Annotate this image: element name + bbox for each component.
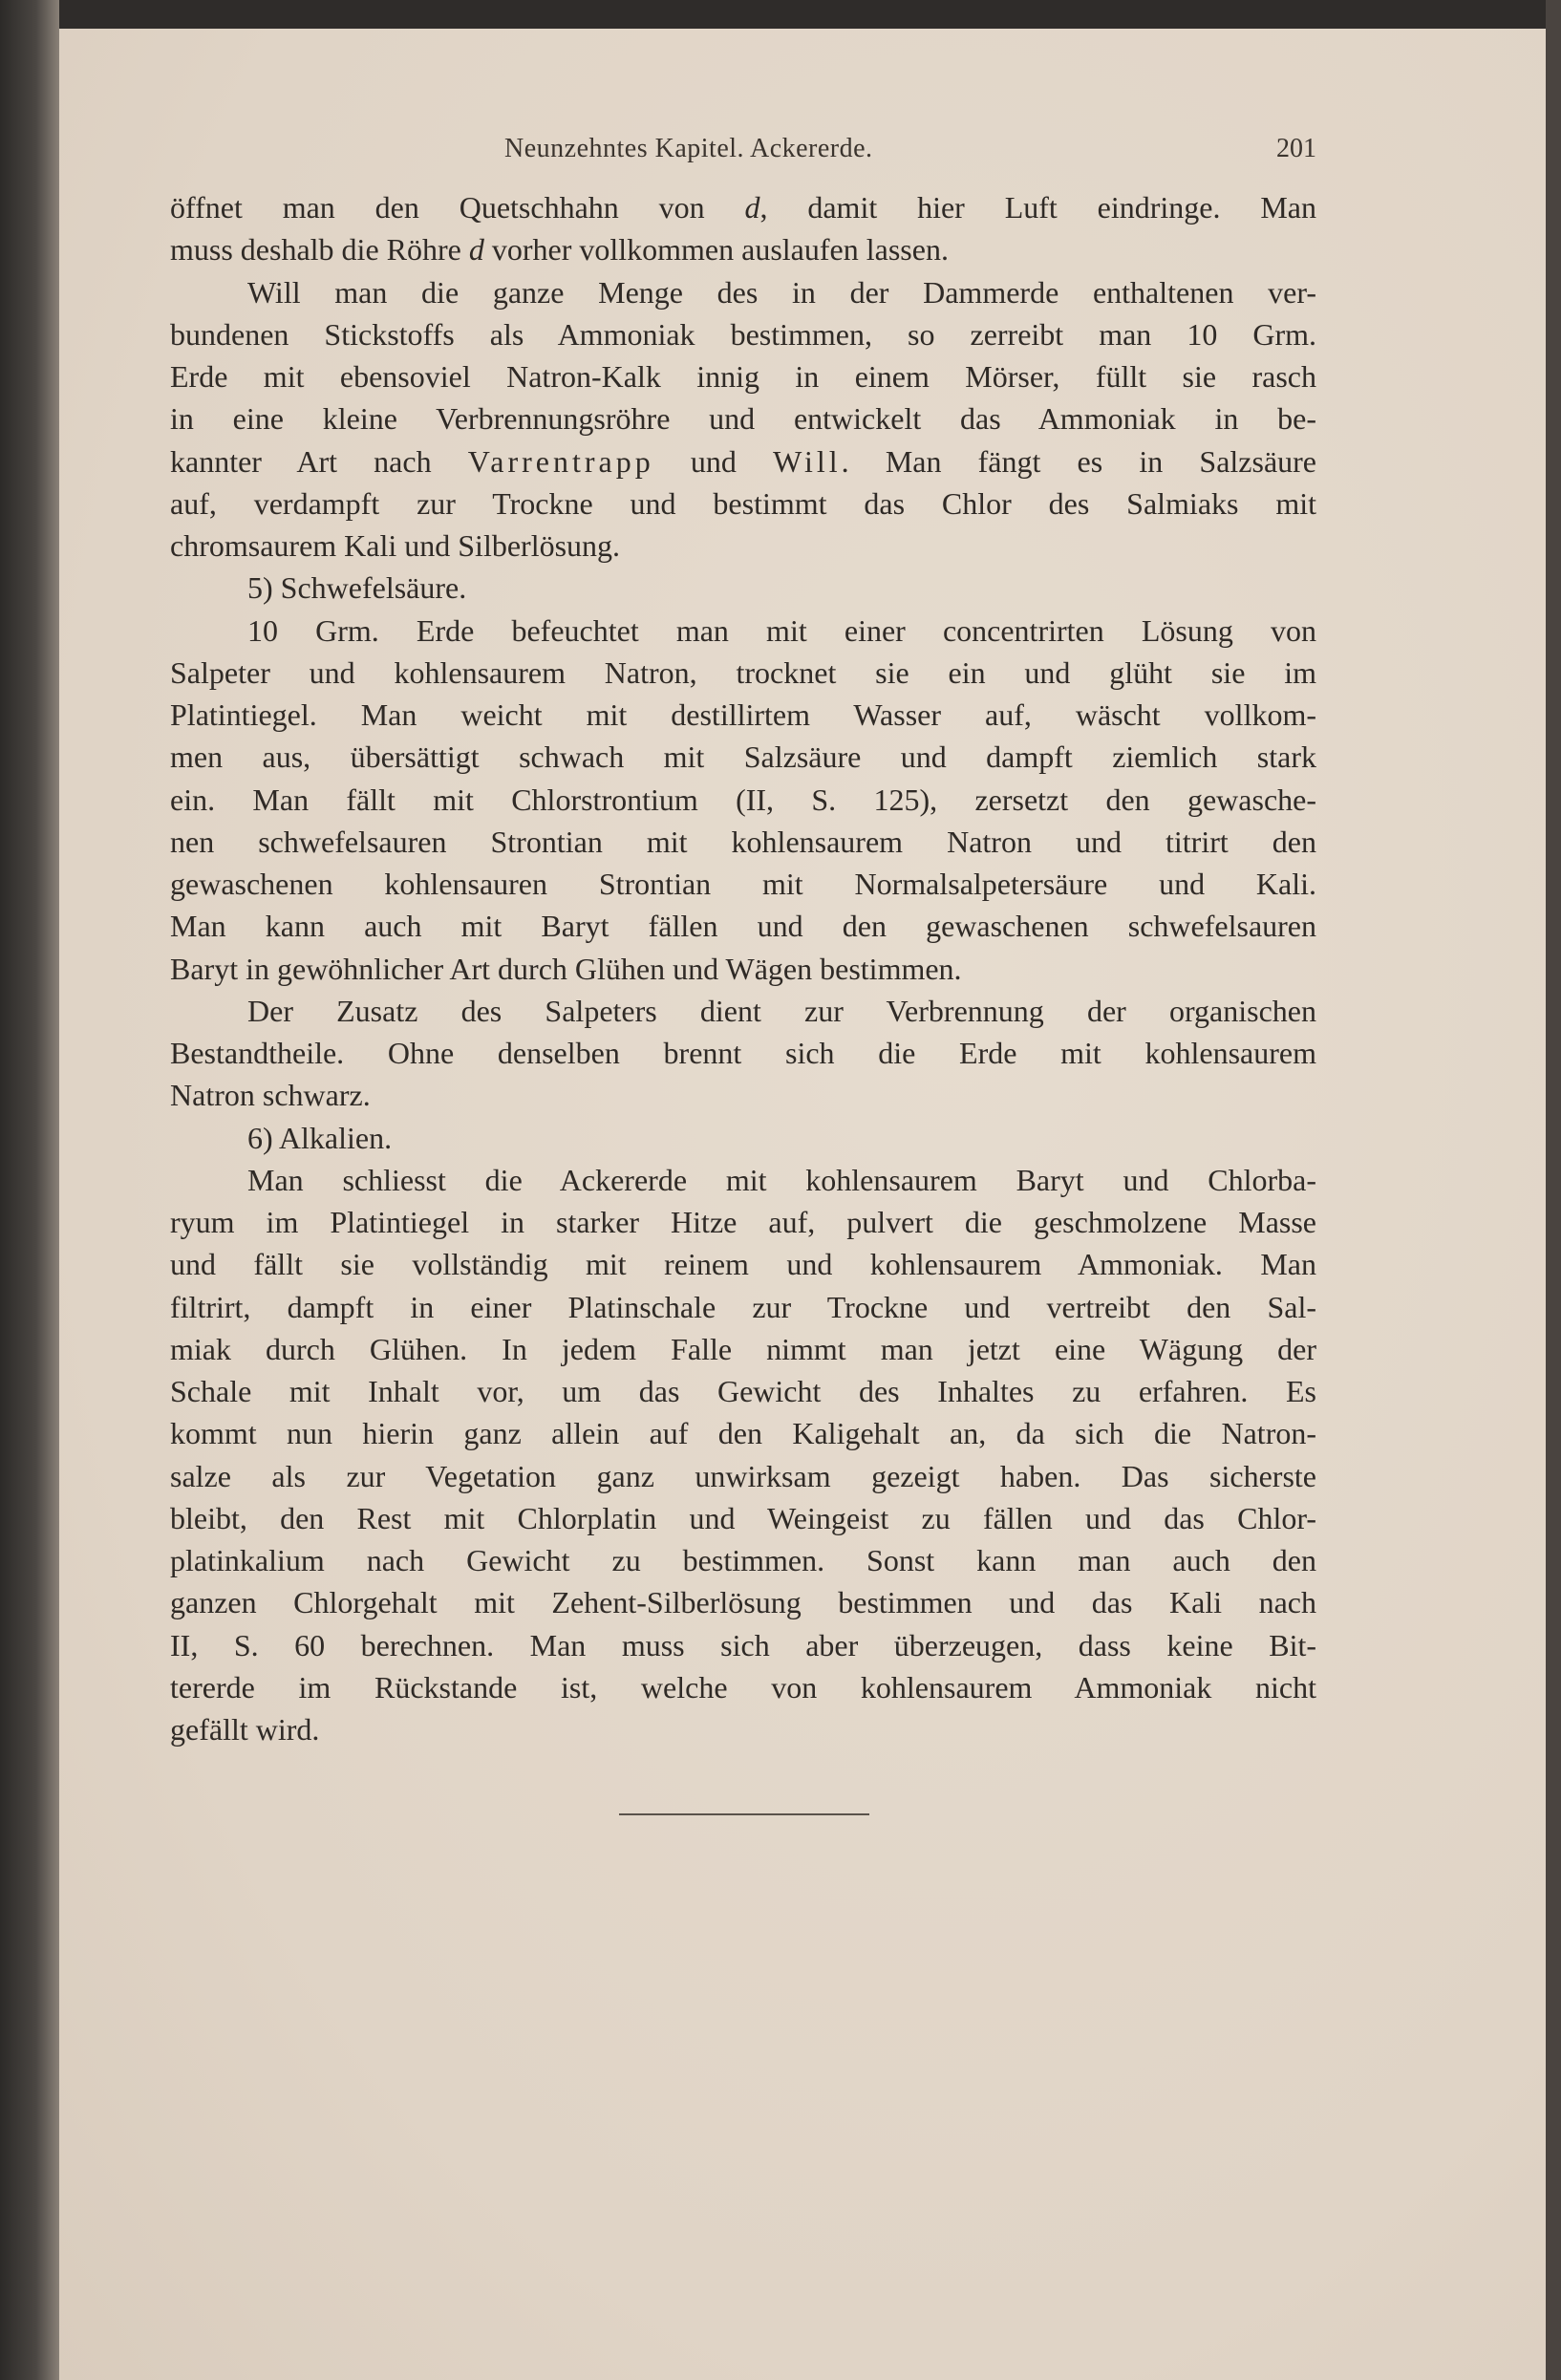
italic-text: d [744,190,760,225]
text-segment: platinkalium nach Gewicht zu bestimmen. Sonst kann man auch den [170,1543,1316,1577]
text-segment: salze als zur Vegetation ganz unwirksam gezeigt haben. Das sicherste [170,1458,1316,1493]
text-line [170,1539,1316,1581]
text-line [170,228,1316,270]
text-line [170,482,1316,525]
running-title: Neunzehntes Kapitel. Ackererde. [504,134,873,163]
text-line [170,736,1316,778]
text-segment: und [653,443,774,479]
page-number: 201 [1276,134,1316,163]
text-segment: bleibt, den Rest mit Chlorplatin und Weingeist zu fällen und das Chlor- [170,1500,1316,1535]
text-line [170,186,1316,228]
text-line [170,610,1316,652]
text-segment: Platintiegel. Man weicht mit destillirtem Wasser auf, wäscht vollkom- [170,697,1316,732]
text-line [170,1666,1316,1708]
text-segment: Der Zusatz des Salpeters dient zur Verbrennung der organischen [247,993,1316,1028]
text-line [170,905,1316,947]
scan-right-border [1546,0,1561,2380]
text-line [170,990,1316,1032]
spaced-name: Varrentrapp [467,443,654,479]
text-line [170,694,1316,736]
page-header [170,134,1316,172]
text-segment: 6) Alkalien. [247,1120,393,1155]
text-line [170,1624,1316,1666]
text-segment: kannter Art nach [170,443,468,479]
text-line [170,1159,1316,1201]
text-line [170,1201,1316,1243]
text-segment: öffnet man den Quetschhahn von [170,190,745,225]
text-line [170,1370,1316,1412]
text-segment: men aus, übersättigt schwach mit Salzsäure und dampft ziemlich stark [170,740,1316,775]
text-line [170,1117,1316,1159]
text-line [170,779,1316,821]
text-segment: Salpeter und kohlensaurem Natron, trocknet sie ein und glüht sie im [170,654,1316,690]
end-of-chapter-rule [619,1813,869,1815]
text-segment: Man kann auch mit Baryt fällen und den gewaschenen schwefelsauren [170,909,1316,944]
text-line [170,1581,1316,1623]
text-segment: , damit hier Luft eindringe. Man [759,190,1316,225]
text-line [170,355,1316,397]
text-line [170,948,1316,990]
text-line [170,271,1316,313]
text-segment: Schale mit Inhalt vor, um das Gewicht des Inhaltes zu erfahren. Es [170,1374,1316,1408]
text-segment: gefällt wird. [170,1712,320,1747]
text-segment: chromsaurem Kali und Silberlösung. [170,528,621,563]
text-line [170,1032,1316,1074]
text-line [170,313,1316,355]
text-segment: ein. Man fällt mit Chlorstrontium (II, S. 125), zersetzt den gewasche- [170,782,1316,817]
scan-top-border [0,0,1561,29]
text-segment: und fällt sie vollständig mit reinem und kohlensaurem Ammoniak. Man [170,1247,1316,1282]
text-segment: gewaschenen kohlensauren Strontian mit Normalsalpetersäure und Kali. [170,867,1316,901]
text-segment: in eine kleine Verbrennungsröhre und entwickelt das Ammoniak in be- [170,401,1316,437]
text-line [170,1243,1316,1285]
text-segment: II, S. 60 berechnen. Man muss sich aber überzeugen, dass keine Bit- [170,1627,1316,1662]
text-segment: tererde im Rückstande ist, welche von kohlensaurem Ammoniak nicht [170,1669,1316,1705]
text-segment: Erde mit ebensoviel Natron-Kalk innig in einem Mörser, füllt sie rasch [170,359,1316,394]
text-line [170,1455,1316,1497]
text-line [170,397,1316,440]
text-segment: Natron schwarz. [170,1078,371,1113]
body-text [170,186,1316,1750]
text-segment: Bestandtheile. Ohne denselben brennt sich die Erde mit kohlensaurem [170,1036,1316,1070]
text-line [170,525,1316,567]
text-line [170,652,1316,694]
text-line [170,440,1316,482]
text-segment: miak durch Glühen. In jedem Falle nimmt man jetzt eine Wägung der [170,1331,1316,1366]
text-segment: ryum im Platintiegel in starker Hitze auf, pulvert die geschmolzene Masse [170,1205,1316,1239]
text-segment: . Man fängt es in Salzsäure [841,443,1316,479]
text-segment: muss deshalb die Röhre [170,232,469,268]
text-segment: auf, verdampft zur Trockne und bestimmt das Chlor des Salmiaks mit [170,485,1316,521]
text-segment: vorher vollkommen auslaufen lassen. [483,232,949,268]
italic-text: d [468,232,484,268]
text-segment: kommt nun hierin ganz allein auf den Kaligehalt an, da sich die Natron- [170,1416,1316,1451]
text-segment: nen schwefelsauren Strontian mit kohlensaurem Natron und titrirt den [170,824,1316,859]
text-segment: Man schliesst die Ackererde mit kohlensaurem Baryt und Chlorba- [247,1162,1316,1197]
text-segment: 10 Grm. Erde befeuchtet man mit einer concentrirten Lösung von [247,612,1316,648]
text-line [170,1497,1316,1539]
text-line [170,1286,1316,1328]
text-segment: ganzen Chlorgehalt mit Zehent-Silberlösung bestimmen und das Kali nach [170,1585,1316,1620]
text-line [170,1074,1316,1116]
book-spine-shadow [0,0,59,2380]
text-segment: Will man die ganze Menge des in der Dammerde enthaltenen ver- [247,274,1316,310]
text-line [170,567,1316,609]
text-segment: bundenen Stickstoffs als Ammoniak bestimmen, so zerreibt man 10 Grm. [170,316,1316,352]
text-line [170,1412,1316,1454]
text-segment: Baryt in gewöhnlicher Art durch Glühen und Wägen bestimmen. [170,951,962,986]
spaced-name: Will [773,443,842,479]
text-line [170,1328,1316,1370]
text-segment: 5) Schwefelsäure. [247,570,467,606]
text-line [170,863,1316,905]
text-line [170,1708,1316,1750]
text-line [170,821,1316,863]
text-segment: filtrirt, dampft in einer Platinschale zur Trockne und vertreibt den Sal- [170,1289,1316,1324]
